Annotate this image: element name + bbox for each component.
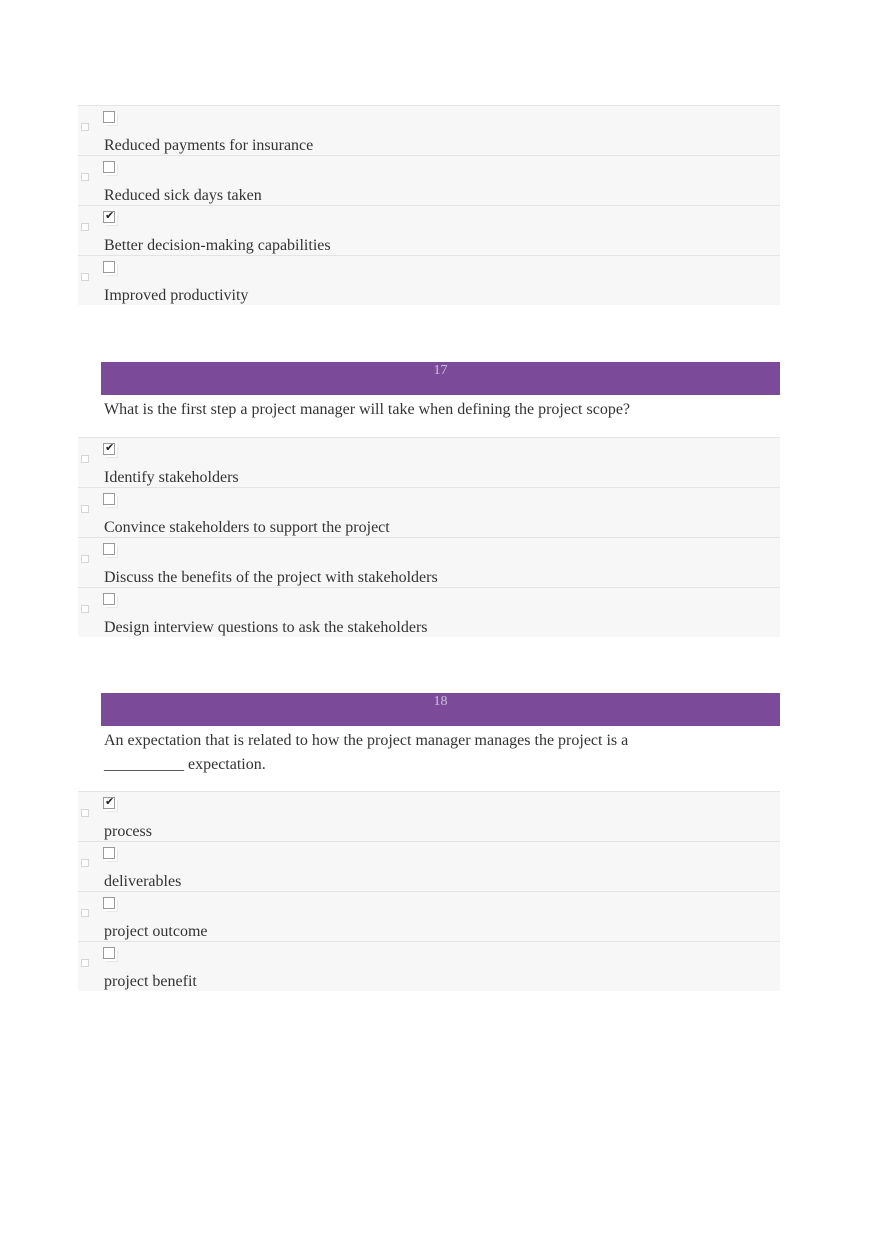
option-label: Convince stakeholders to support the project [104,519,390,536]
option-marker-icon [81,859,89,867]
option-marker-icon [81,555,89,563]
checkbox[interactable] [103,111,115,123]
question-number-header [101,362,780,395]
option-label: Design interview questions to ask the stakeholders [104,619,428,636]
question-number-header [101,693,780,726]
answer-option[interactable] [78,587,780,637]
question-number: 17 [433,363,448,378]
checkbox-checked[interactable] [103,797,115,809]
answer-option[interactable] [78,941,780,991]
question-text-line: __________ expectation. [104,756,266,773]
checkbox[interactable] [103,543,115,555]
checkbox[interactable] [103,493,115,505]
question-text [104,726,764,791]
checkmark-icon: ✔ [105,441,115,454]
question-16-options [0,105,880,305]
option-label: project benefit [104,973,197,990]
option-marker-icon [81,505,89,513]
option-marker-icon [81,173,89,181]
answer-option[interactable] [78,205,780,255]
checkbox-checked[interactable] [103,443,115,455]
answer-option[interactable] [78,155,780,205]
question-18 [0,693,880,991]
question-text-line: An expectation that is related to how the project manager manages the project is a [104,732,629,749]
option-marker-icon [81,809,89,817]
checkbox[interactable] [103,161,115,173]
answer-option[interactable] [78,537,780,587]
option-label: Improved productivity [104,287,249,304]
question-number: 18 [433,694,448,709]
answer-option[interactable] [78,487,780,537]
option-label: deliverables [104,873,182,890]
option-marker-icon [81,909,89,917]
answer-option[interactable] [78,105,780,155]
option-marker-icon [81,455,89,463]
option-label: Discuss the benefits of the project with stakeholders [104,569,438,586]
option-marker-icon [81,605,89,613]
option-label: process [104,823,152,840]
checkbox-checked[interactable] [103,211,115,223]
option-marker-icon [81,959,89,967]
checkbox[interactable] [103,847,115,859]
option-marker-icon [81,273,89,281]
answer-option[interactable] [78,841,780,891]
option-label: Identify stakeholders [104,469,239,486]
answer-option[interactable] [78,891,780,941]
checkbox[interactable] [103,897,115,909]
checkbox[interactable] [103,261,115,273]
answer-option[interactable] [78,437,780,487]
option-label: Reduced payments for insurance [104,137,314,154]
option-marker-icon [81,223,89,231]
option-label: project outcome [104,923,208,940]
checkmark-icon: ✔ [105,209,115,222]
option-marker-icon [81,123,89,131]
question-17 [0,362,880,637]
option-label: Reduced sick days taken [104,187,262,204]
option-label: Better decision-making capabilities [104,237,331,254]
checkbox[interactable] [103,593,115,605]
question-text: What is the first step a project manager will take when defining the project scope? [104,401,631,418]
answer-option[interactable] [78,255,780,305]
checkbox[interactable] [103,947,115,959]
answer-option[interactable] [78,791,780,841]
checkmark-icon: ✔ [105,795,115,808]
